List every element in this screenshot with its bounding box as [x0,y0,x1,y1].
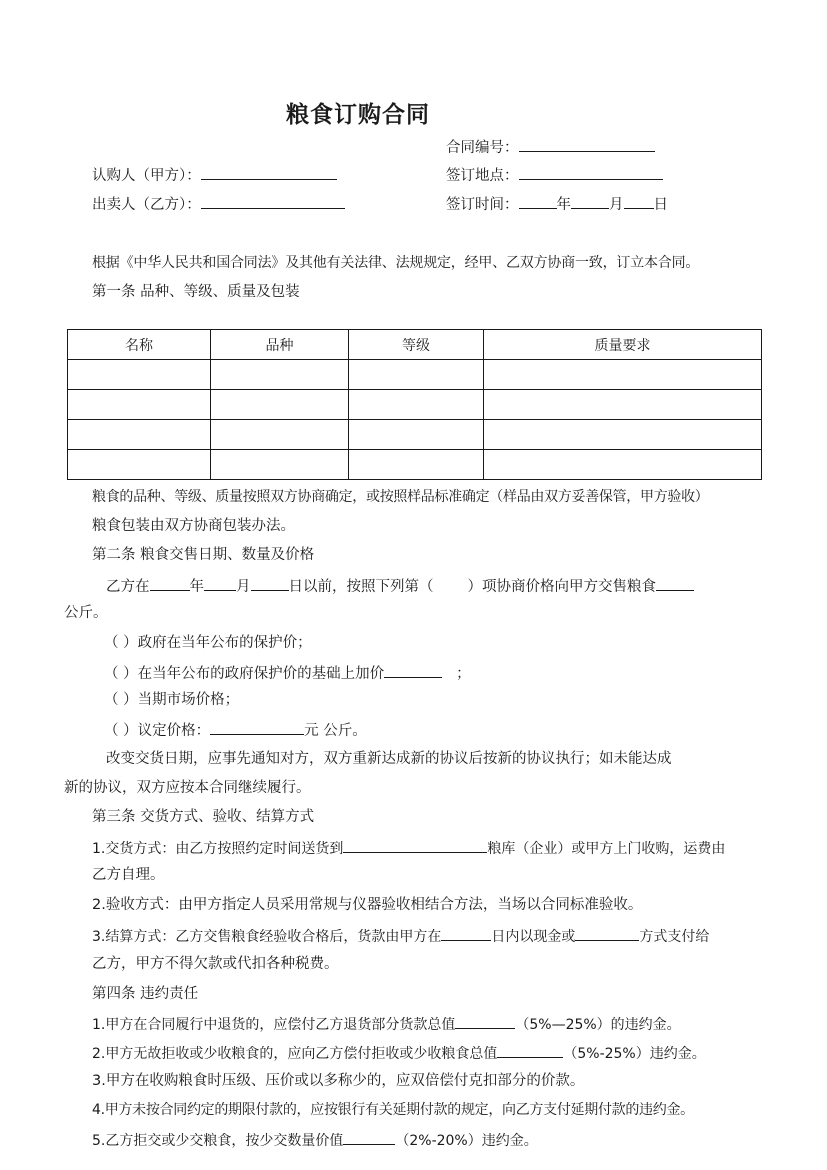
buyer-blank[interactable] [201,164,337,180]
text-span: 元 公斤。 [304,723,367,739]
document-title: 粮食订购合同 [286,102,430,128]
sign-time-row [446,193,668,215]
granary-blank[interactable] [343,837,487,853]
buyer-row [92,164,337,186]
text-span: 方式支付给 [639,929,710,945]
seller-row [92,193,345,215]
penalty-3: 3.甲方在收购粮食时压级、压价或以多称少的，应双倍偿付克扣部分的价款。 [92,1073,585,1089]
inspection-method: 2.验收方式：由甲方指定人员采用常规与仪器验收相结合方法，当场以合同标准验收。 [92,897,643,913]
article1-heading: 第一条 品种、等级、质量及包装 [92,284,300,300]
table-cell[interactable] [484,360,762,390]
penalty-5 [92,1129,538,1151]
table-cell[interactable] [484,450,762,480]
table-header-cell: 名称 [68,330,211,360]
penalty-1 [92,1013,681,1035]
text-span: 月 [236,579,251,595]
table-header-cell: 等级 [349,330,484,360]
text-span: （ ）议定价格： [104,723,211,739]
table-header-cell: 质量要求 [484,330,762,360]
contract-no-row [446,136,655,158]
text-span: （ ）在当年公布的政府保护价的基础上加价 [104,666,385,682]
quantity-blank[interactable] [656,575,694,591]
change-paragraph-line1: 改变交货日期，应事先通知对方，双方重新达成新的协议后按新的协议执行；如未能达成 [106,751,672,767]
table-cell[interactable] [484,390,762,420]
sign-day-label: 日 [653,197,668,213]
change-paragraph-line2: 新的协议，双方应按本合同继续履行。 [64,780,311,796]
text-span: 1.交货方式：由乙方按照约定时间送货到 [92,841,344,857]
settlement-method-line1 [92,925,709,947]
article2-delivery-line [106,575,694,597]
option-3: （ ）当期市场价格； [104,692,240,708]
table-cell[interactable] [68,390,211,420]
article3-heading: 第三条 交货方式、验收、结算方式 [92,809,315,825]
delivery-method-line1 [92,837,725,859]
table-cell[interactable] [211,390,349,420]
option-4 [104,719,367,741]
table-cell[interactable] [484,420,762,450]
contract-no-blank[interactable] [519,136,655,152]
table-cell[interactable] [68,450,211,480]
settlement-method-line2: 乙方，甲方不得欠款或代扣各种税费。 [92,956,339,972]
text-span: 日内以现金或 [491,929,576,945]
sign-year-blank[interactable] [519,193,557,209]
text-span: 2.甲方无故拒收或少收粮食的，应向乙方偿付拒收或少收粮食总值 [92,1046,498,1062]
penalty-4: 4.甲方未按合同约定的期限付款的，应按银行有关延期付款的规定，向乙方支付延期付款的违约金。 [92,1102,694,1118]
seller-label: 出卖人（乙方）： [92,197,201,213]
text-span: （5%—25%）的违约金。 [515,1017,681,1033]
intro-text: 根据《中华人民共和国合同法》及其他有关法律、法规规定，经甲、乙双方协商一致，订立本合同。 [92,255,700,271]
table-cell[interactable] [349,420,484,450]
text-span: ）项协商价格向甲方交售粮食 [467,579,656,595]
sign-month-blank[interactable] [571,193,609,209]
penalty-5-blank[interactable] [343,1129,395,1145]
table-row [68,360,762,390]
text-span: 1.甲方在合同履行中退货的，应偿付乙方退货部分货款总值 [92,1017,456,1033]
contract-no-label: 合同编号： [446,140,519,156]
sign-time-label: 签订时间： [446,197,519,213]
delivery-method-line2: 乙方自理。 [92,867,165,883]
agreed-price-blank[interactable] [210,719,304,735]
sign-month-label: 月 [609,197,624,213]
table-cell[interactable] [211,360,349,390]
sign-place-row [446,164,663,186]
penalty-1-blank[interactable] [455,1013,515,1029]
markup-blank[interactable] [384,662,442,678]
table-cell[interactable] [211,420,349,450]
text-span: 粮库（企业）或甲方上门收购，运费由 [487,841,726,857]
goods-table [67,329,762,480]
text-span: 乙方在 [106,579,150,595]
text-span: 3.结算方式：乙方交售粮食经验收合格后，货款由甲方在 [92,929,442,945]
table-cell[interactable] [349,360,484,390]
delivery-day-blank[interactable] [251,575,289,591]
table-cell[interactable] [68,420,211,450]
text-span: （2%-20%）违约金。 [395,1133,538,1149]
penalty-2 [92,1042,706,1064]
sign-year-label: 年 [556,197,571,213]
table-header-row [68,330,762,360]
text-span: 日以前，按照下列第（ [288,579,434,595]
penalty-2-blank[interactable] [497,1042,563,1058]
table-row [68,420,762,450]
text-span: 年 [189,579,204,595]
article2-heading: 第二条 粮食交售日期、数量及价格 [92,547,315,563]
table-row [68,450,762,480]
option-2 [104,662,471,684]
table-cell[interactable] [349,390,484,420]
delivery-month-blank[interactable] [204,575,236,591]
payment-days-blank[interactable] [441,925,491,941]
article1-note1: 粮食的品种、等级、质量按照双方协商确定，或按照样品标准确定（样品由双方妥善保管，甲方验收） [92,489,709,505]
table-cell[interactable] [68,360,211,390]
table-cell[interactable] [211,450,349,480]
table-cell[interactable] [349,450,484,480]
text-span: 5.乙方拒交或少交粮食，按少交数量价值 [92,1133,344,1149]
table-header-cell: 品种 [211,330,349,360]
sign-place-label: 签订地点： [446,168,519,184]
article2-unit: 公斤。 [64,605,108,621]
option-1: （ ）政府在当年公布的保护价； [104,635,312,651]
sign-place-blank[interactable] [519,164,663,180]
text-span: （5%-25%）违约金。 [563,1046,706,1062]
article4-heading: 第四条 违约责任 [92,986,199,1002]
sign-day-blank[interactable] [624,193,654,209]
text-span: ； [456,666,471,682]
seller-blank[interactable] [201,193,345,209]
delivery-year-blank[interactable] [150,575,190,591]
table-row [68,390,762,420]
buyer-label: 认购人（甲方）： [92,168,201,184]
payment-method-blank[interactable] [575,925,639,941]
article1-note2: 粮食包装由双方协商包装办法。 [92,518,295,534]
